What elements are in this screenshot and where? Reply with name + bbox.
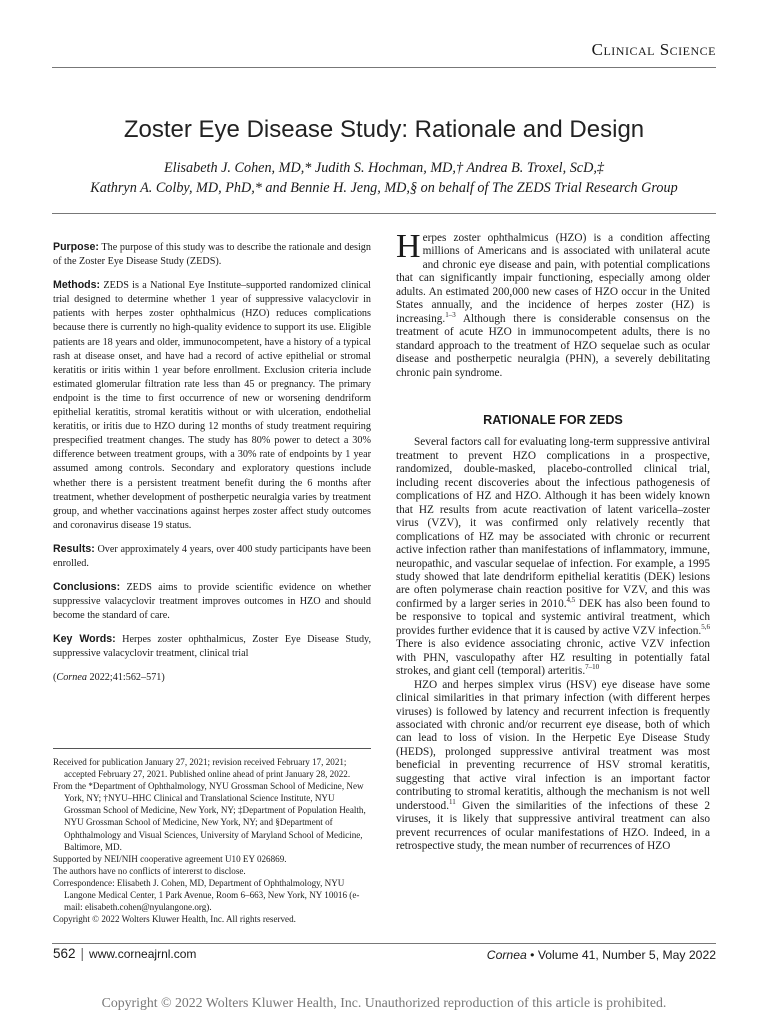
authors-line-1: Elisabeth J. Cohen, MD,* Judith S. Hochman, MD,† Andrea B. Troxel, ScD,‡ [163, 160, 604, 176]
drop-cap: H [396, 228, 421, 265]
footer-rule [52, 943, 716, 944]
body-paragraph-1: Several factors call for evaluating long-term suppressive antiviral treatment to prevent HZO complications in a prospective, randomized, double-masked, placebo-controlled clinical trial, including recent discoveries about the infectious pathogenesis of complications of HZ and HZO. Although it has been widely known that HZ results from acute reactivation of latent varicella–zoster virus (VZV), it was confirmed only relatively recently that complications of HZ may be associated with chronic or recurrent active infection rather than manifestations of inflammatory, immune, neuropathic, and vascular sequelae of infection. For example, a 1995 study showed that late dendriform epithelial keratitis (DEK) lesions are often polymerase chain reaction positive for VZV, and this was confirmed by a larger series in 2010.$^{4,5}$ DEK has also been found to be responsive to topical and systemic antiviral treatment, which provides further evidence that it is caused by active VZV infection.$^{5,6}$ There is also evidence associating chronic, active VZV infection with PHN, vasculopathy after HZ resulting in potentially fatal strokes, and giant cell (temporal) arteritis.$^{7-10}$ [396, 436, 710, 678]
footnote-conflicts: The authors have no conflicts of intererst to disclose. [53, 865, 246, 876]
abstract-conclusions: Conclusions: ZEDS aims to provide scientific evidence on whether suppressive valacyclovir treatment improves outcomes in HZO and should become the standard of care. [53, 581, 371, 622]
journal-issue: Cornea • Volume 41, Number 5, May 2022 [486, 948, 716, 962]
page-footer-left: 562 | www.corneajrnl.com [53, 946, 197, 961]
title-rule [52, 213, 716, 214]
ref: 7–10 [585, 663, 600, 672]
abstract-keywords: Key Words: Herpes zoster ophthalmicus, Zoster Eye Disease Study, suppressive valacyclovir treatment, clinical trial [53, 633, 372, 660]
footnote-received: Received for publication January 27, 2021; revision received February 17, 2021; accepted February 27, 2021. Published online ahead of print January 28, 2022. [53, 757, 351, 780]
journal-url[interactable]: www.corneajrnl.com [89, 947, 197, 961]
abstract-purpose: Purpose: The purpose of this study was to describe the rationale and design of the Zoster Eye Disease Study (ZEDS). [53, 241, 371, 268]
ref: 4,5 [566, 596, 576, 605]
abstract-methods: Methods: ZEDS is a National Eye Institute–supported randomized clinical trial designed to determine whether 1 year of suppressive valacyclovir in patients with herpes zoster ophthalmicus (HZO) reduces complications because there is currently no high-quality evidence to support its use. Eligible patients are 18 years and older, immunocompetent, have a history of a typical rash at disease onset, and have had a record of active epithelial or stromal keratitis or iritis within 1 year before enrollment. Exclusion criteria include estimated glomerular filtration rate less than 45 or pregnancy. The primary endpoint is the time to first occurrence of new or worsening dendriform epithelial keratitis, stromal keratitis without or with ulceration, endothelial keratitis, or iritis due to HZO during 12 months of study treatment requiring prespecified treatment changes. The study has 80% power to detect a 30% difference between treatment groups, with a 30% rate of endpoints by 1 year assumed among controls. Secondary and exploratory questions include whether there is a persistent treatment benefit during the 6 months after treatment, whether development of postherpetic neuralgia varies by treatment group, and whether vaccinations against herpes zoster affect study outcomes and coronavirus disease 19 status. [53, 279, 371, 531]
section-heading: RATIONALE FOR ZEDS [483, 412, 623, 427]
abstract [53, 240, 371, 694]
ref: 5,6 [701, 623, 710, 632]
footnote-correspondence: Correspondence: Elisabeth J. Cohen, MD, Department of Ophthalmology, NYU Langone Medical Center, 1 Park Avenue, Room 6–663, New York, NY 10016 (e-mail: elisabeth.cohen@nyulangone.org). [53, 877, 360, 913]
article-title: Zoster Eye Disease Study: Rationale and Design [123, 116, 645, 143]
journal-name: Cornea [486, 948, 527, 962]
body-paragraph-2: HZO and herpes simplex virus (HSV) eye disease have some clinical similarities in that primary infection (with different herpes viruses) is followed by latency and recurrent infection is frequently associated with chronic and/or recurrent eye disease, both of which can lead to loss of vision. In the Herpetic Eye Disease Study (HEDS), prolonged suppressive antiviral treatment was most beneficial in preventing recurrence of HSV stromal keratitis, suggesting that active viral infection is an important factor contributing to stromal keratitis, although the mechanism is not well understood.$^{11}$ Given the similarities of the infections of these 2 viruses, it is likely that suppressive antiviral treatment can also prevent recurrences of ocular manifestations of HZO. Indeed, in a retrospective study, the mean number of recurrences of HZO [396, 678, 710, 853]
article-body [396, 228, 710, 853]
issue-info: Volume 41, Number 5, May 2022 [537, 948, 716, 962]
footnote-copyright: Copyright © 2022 Wolters Kluwer Health, Inc. All rights reserved. [53, 914, 296, 925]
footnote-affiliations: From the *Department of Ophthalmology, NYU Grossman School of Medicine, New York, NY; †NYU–HHC Clinical and Translational Science Institute, NYU Grossman School of Medicine, New York, NY; ‡Department of Population Health, NYU Grossman School of Medicine, New York, NY; and §Department of Ophthalmology and Visual Sciences, University of Maryland School of Medicine, Baltimore, MD. [53, 781, 366, 852]
footnote-support: Supported by NEI/NIH cooperative agreement U10 EY 026869. [53, 853, 287, 864]
page-number: 562 [53, 946, 76, 961]
footnote-rule [53, 748, 371, 749]
footnotes [53, 756, 371, 925]
intro-paragraph: Herpes zoster ophthalmicus (HZO) is a condition affecting millions of Americans and is associated with unilateral acute and chronic eye disease and pain, with potential complications that can significantly impair functioning, especially among older adults. An estimated 200,000 new cases of HZO occur in the United States annually, and the incidence of herpes zoster (HZ) is increasing.$^{1-3}$ Although there is considerable consensus on the treatment of acute HZO in immunocompetent adults, there is no standard approach to the treatment of HZO sequelae such as ocular disease and postherpetic neuralgia (PHN), a severely debilitating chronic pain syndrome. [396, 228, 710, 379]
ref: 1–3 [445, 310, 456, 319]
ref: 11 [449, 797, 456, 806]
header-rule [52, 67, 716, 68]
abstract-citation: (Cornea 2022;41:562–571) [53, 671, 165, 683]
abstract-results: Results: Over approximately 4 years, over 400 study participants have been enrolled. [53, 542, 371, 569]
authors-line-2: Kathryn A. Colby, MD, PhD,* and Bennie H. Jeng, MD,§ on behalf of The ZEDS Trial Research Group [90, 180, 678, 196]
copyright-notice: Copyright © 2022 Wolters Kluwer Health, Inc. Unauthorized reproduction of this article is prohibited. [101, 995, 667, 1010]
section-label: Clinical Science [591, 40, 716, 59]
